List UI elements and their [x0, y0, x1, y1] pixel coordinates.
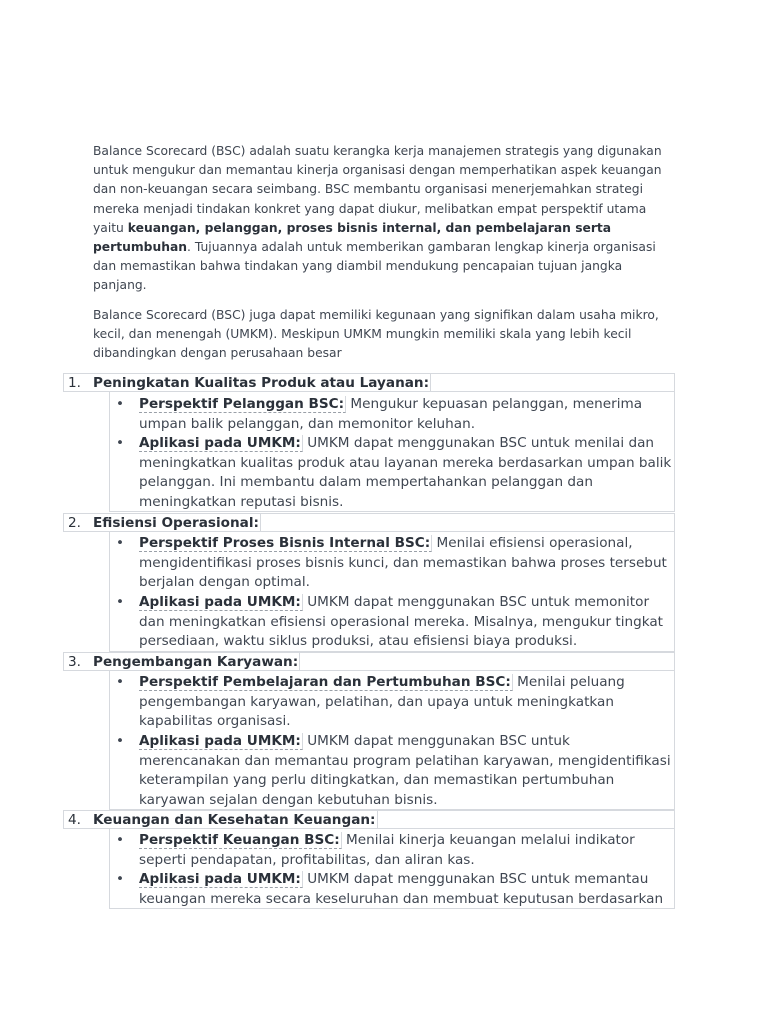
list-number: 2.: [68, 515, 81, 531]
list-item-heading: [63, 513, 675, 532]
list-title: Peningkatan Kualitas Produk atau Layanan:: [93, 375, 430, 391]
intro-bold-perspectives: keuangan, pelanggan, proses bisnis internal, dan pembelajaran serta pertumbuhan: [93, 220, 612, 255]
bullet-label: Aplikasi pada UMKM:: [139, 435, 301, 451]
bullet-text: UMKM dapat menggunakan BSC untuk memonitor dan meningkatkan efisiensi operasional mereka. Misalnya, mengukur tingkat persediaan, waktu siklus produksi, atau efisiensi biaya produksi.: [139, 594, 664, 649]
bullet-text: Menilai efisiensi operasional, mengidentifikasi proses bisnis kunci, dan memastikan bahwa proses tersebut berjalan dengan optimal.: [139, 535, 667, 590]
list-item: [115, 673, 675, 732]
bullet-icon: •: [115, 396, 125, 412]
bullet-icon: •: [115, 535, 125, 551]
bullet-icon: •: [115, 674, 125, 690]
bullet-label: Perspektif Pelanggan BSC:: [139, 396, 345, 412]
intro-paragraph-1: [93, 142, 676, 296]
bullet-text: Menilai peluang pengembangan karyawan, pelatihan, dan upaya untuk meningkatkan kapabilitas organisasi.: [139, 674, 625, 729]
list-item: [115, 534, 675, 593]
bullet-icon: •: [115, 594, 125, 610]
list-item: [115, 593, 675, 652]
list-title: Pengembangan Karyawan:: [93, 654, 299, 670]
bullet-label: Aplikasi pada UMKM:: [139, 733, 301, 749]
list-item: [115, 831, 675, 870]
list-title: Efisiensi Operasional:: [93, 515, 259, 531]
bullet-text: Mengukur kepuasan pelanggan, menerima umpan balik pelanggan, dan memonitor keluhan.: [139, 396, 643, 432]
list-item-heading: [63, 652, 675, 671]
bullet-text: Menilai kinerja keuangan melalui indikator seperti pendapatan, profitabilitas, dan aliran kas.: [139, 832, 635, 868]
bullet-icon: •: [115, 733, 125, 749]
bullet-label: Perspektif Proses Bisnis Internal BSC:: [139, 535, 431, 551]
list-number: 4.: [68, 812, 81, 828]
list-item-heading: [63, 810, 675, 829]
list-item-heading: [63, 373, 675, 392]
intro-text-b: . Tujuannya adalah untuk memberikan gambaran lengkap kinerja organisasi dan memastikan bahwa tindakan yang diambil mendukung pencapaian tujuan jangka panjang.: [93, 240, 656, 293]
list-title: Keuangan dan Kesehatan Keuangan:: [93, 812, 376, 828]
list-number: 3.: [68, 654, 81, 670]
bullet-icon: •: [115, 832, 125, 848]
bullet-label: Aplikasi pada UMKM:: [139, 594, 301, 610]
list-item: [115, 434, 675, 512]
list-item: [115, 732, 675, 810]
bullet-label: Perspektif Pembelajaran dan Pertumbuhan BSC:: [139, 674, 511, 690]
bullet-label: Aplikasi pada UMKM:: [139, 871, 301, 887]
bullet-text: UMKM dapat menggunakan BSC untuk memantau keuangan mereka secara keseluruhan dan membuat keputusan berdasarkan: [139, 871, 664, 907]
list-item: [115, 395, 675, 434]
list-item: [115, 870, 675, 909]
list-number: 1.: [68, 375, 81, 391]
bullet-icon: •: [115, 871, 125, 887]
bullet-icon: •: [115, 435, 125, 451]
bullet-text: UMKM dapat menggunakan BSC untuk menilai dan meningkatkan kualitas produk atau layanan mereka berdasarkan umpan balik pelanggan. Ini membantu dalam mempertahankan pelanggan dan meningkatkan reputasi bisnis.: [139, 435, 672, 510]
intro-text-a: Balance Scorecard (BSC) adalah suatu kerangka kerja manajemen strategis yang digunakan untuk mengukur dan memantau kinerja organisasi dengan memperhatikan aspek keuangan dan non-keuangan secara seimbang. BSC membantu organisasi menerjemahkan strategi mereka menjadi tindakan konkret yang dapat diukur, melibatkan empat perspektif utama yaitu: [93, 144, 662, 235]
bullet-label: Perspektif Keuangan BSC:: [139, 832, 340, 848]
bullet-text: UMKM dapat menggunakan BSC untuk merencanakan dan memantau program pelatihan karyawan, mengidentifikasi keterampilan yang perlu ditingkatkan, dan memastikan pertumbuhan karyawan sejalan dengan kebutuhan bisnis.: [139, 733, 671, 808]
intro-paragraph-2: Balance Scorecard (BSC) juga dapat memiliki kegunaan yang signifikan dalam usaha mikro, kecil, dan menengah (UMKM). Meskipun UMKM mungkin memiliki skala yang lebih kecil dibandingkan dengan perusahaan besar: [93, 308, 659, 361]
